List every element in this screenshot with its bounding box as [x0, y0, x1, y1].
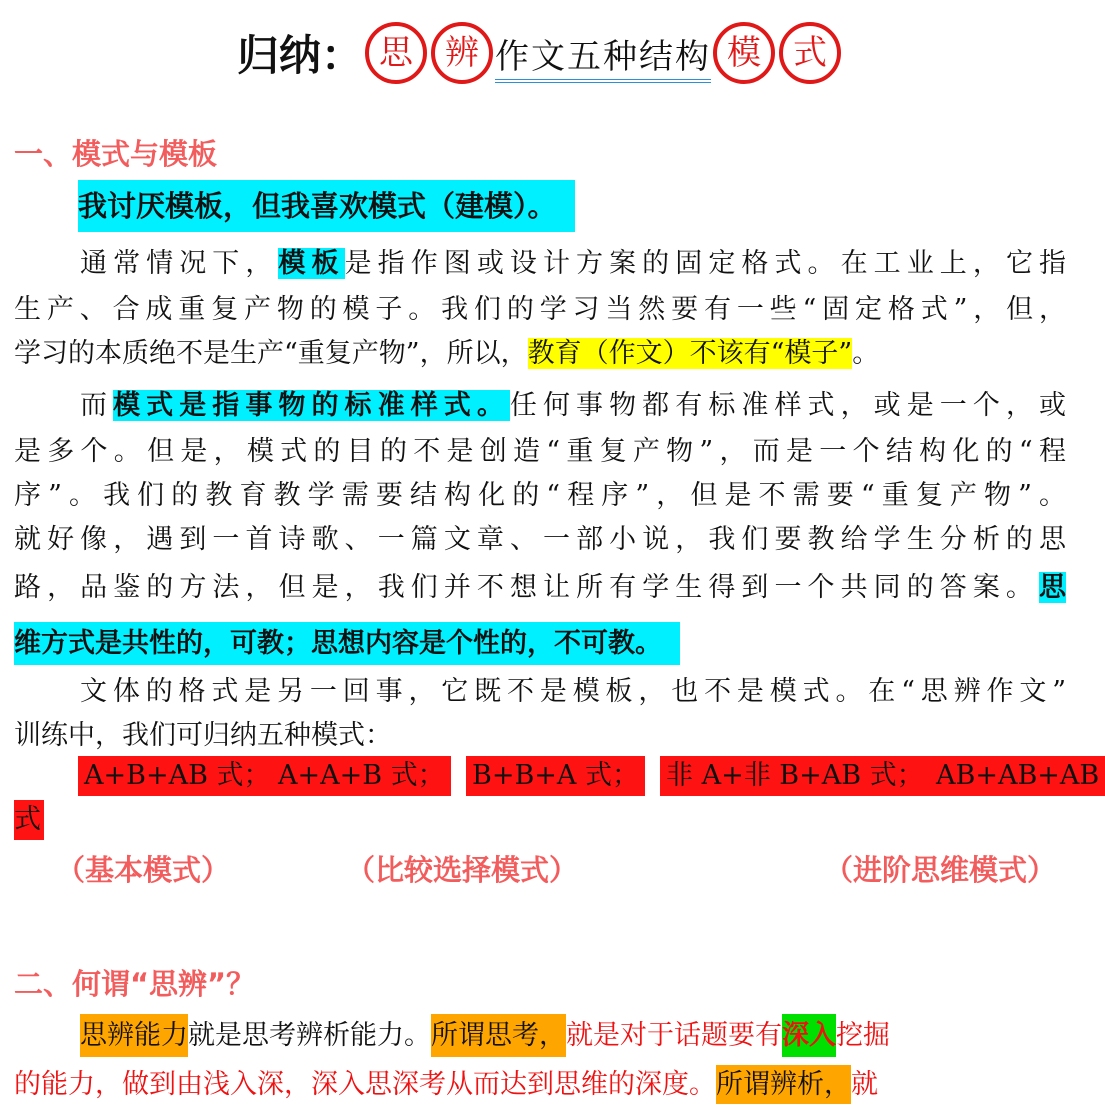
- p1-line-3: 学习的本质绝不是生产“重复产物”，所以，教育（作文）不该有“模子”。: [14, 338, 880, 369]
- mode-4: 非 A+非 B+AB 式；: [660, 756, 930, 796]
- mode-3: B+B+A 式；: [466, 756, 645, 796]
- circled-char-shi: 式: [779, 22, 841, 84]
- hl-thinking-rest: 维方式是共性的，可教；思想内容是个性的，不可教。: [14, 622, 680, 665]
- mode-1: A+B+AB 式；: [78, 756, 277, 796]
- title-middle: 作文五种结构: [495, 37, 711, 83]
- mode-list: [0, 756, 1100, 796]
- mode-5-suffix: 式: [14, 800, 44, 840]
- p3-line-2: 训练中，我们可归纳五种模式：: [14, 720, 392, 751]
- mode-2: A+A+B 式；: [272, 756, 451, 796]
- document-title: [0, 22, 1080, 84]
- p3-line-1: 文体的格式是另一回事，它既不是模板，也不是模式。在“思辨作文”: [80, 676, 1066, 707]
- section-heading-1: 一、模式与模板: [14, 137, 218, 171]
- p2-line-3: 序”。我们的教育教学需要结构化的“程序”，但是不需要“重复产物”。: [14, 480, 1066, 511]
- hl-mode-def: 模式是指事物的标准样式。: [113, 390, 510, 421]
- p2-line-4: 就好像，遇到一首诗歌、一篇文章、一部小说，我们要教给学生分析的思: [14, 524, 1066, 555]
- hl-deep: 深入: [782, 1014, 836, 1057]
- group-basic: （基本模式）: [56, 853, 231, 887]
- circled-char-mo: 模: [713, 22, 775, 84]
- hl-ability: 思辨能力: [80, 1014, 188, 1057]
- hl-no-mold: 教育（作文）不该有“模子”: [527, 338, 853, 369]
- section-heading-2: 二、何谓“思辨”？: [14, 967, 256, 1001]
- group-compare: （比较选择模式）: [346, 853, 579, 887]
- p2-line-1: 而模式是指事物的标准样式。任何事物都有标准样式，或是一个，或: [80, 390, 1067, 421]
- s2-line-2: 的能力，做到由浅入深，深入思深考从而达到思维的深度。所谓辨析，就: [14, 1062, 1066, 1108]
- hl-thinking-start: 思: [1039, 572, 1066, 603]
- mode-5: AB+AB+AB: [930, 756, 1105, 796]
- title-prefix: 归纳：: [236, 31, 363, 80]
- circled-char-bian: 辨: [431, 22, 493, 84]
- highlight-band: 我讨厌模板，但我喜欢模式（建模）。: [78, 180, 575, 232]
- p2-line-6: [14, 620, 1066, 668]
- p1-line-1: 通常情况下，模板是指作图或设计方案的固定格式。在工业上，它指: [80, 248, 1067, 279]
- hl-thinking: 所谓思考，: [431, 1014, 566, 1057]
- s2-line-1: 思辨能力就是思考辨析能力。所谓思考，就是对于话题要有深入挖掘: [14, 1010, 1066, 1062]
- hl-template: 模板: [278, 248, 345, 279]
- group-advanced: （进阶思维模式）: [824, 853, 1057, 887]
- p2-line-2: 是多个。但是，模式的目的不是创造“重复产物”，而是一个结构化的“程: [14, 436, 1066, 467]
- p2-line-5: 路，品鉴的方法，但是，我们并不想让所有学生得到一个共同的答案。思: [14, 572, 1066, 603]
- hl-analysis: 所谓辨析，: [716, 1065, 851, 1104]
- circled-char-si: 思: [365, 22, 427, 84]
- p1-line-2: 生产、合成重复产物的模子。我们的学习当然要有一些“固定格式”，但，: [14, 294, 1066, 325]
